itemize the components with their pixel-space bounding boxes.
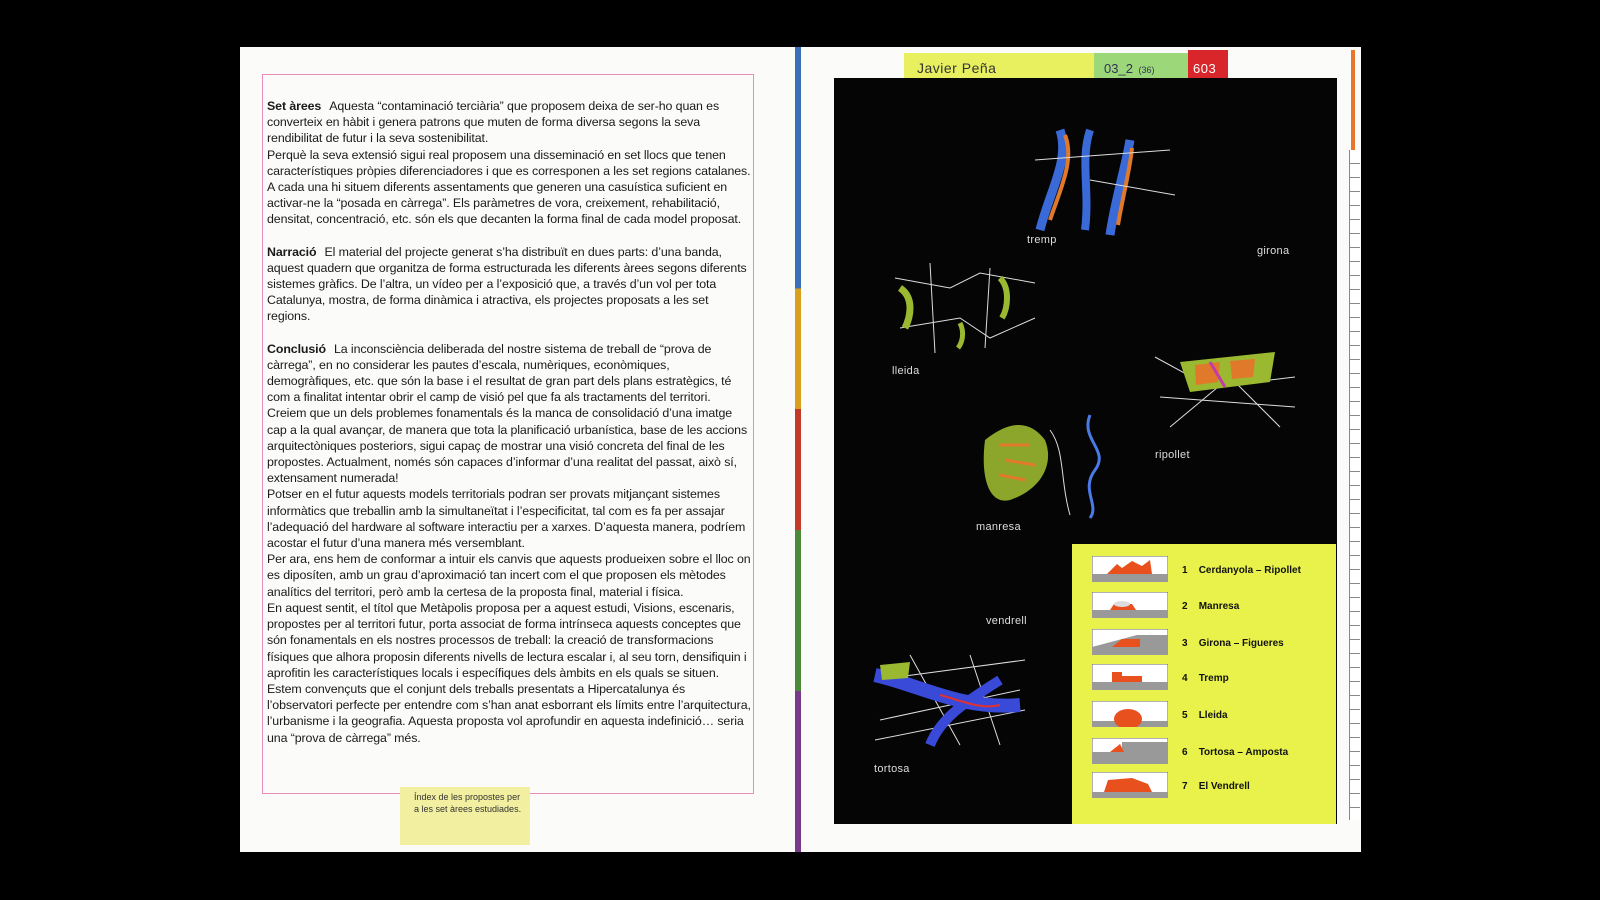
map-label-ripollet: ripollet (1155, 449, 1190, 461)
section-sub: (36) (1138, 65, 1155, 75)
legend-item (1092, 629, 1332, 657)
heading-conclusio: Conclusió (267, 341, 326, 356)
text-set-arees: Aquesta “contaminació terciària” que proposem deixa de ser-ho quan es converteix en hàbit i genera patrons que muten de forma diversa segons la seva rendibilitat de futur i la seva sostenibilitat. Perquè la seva extensió sigui real proposem una disseminació en set llocs que tenen característiques pròpies diferenciadores i que es corresponen a les set regions catalanes. A cada una hi situem diferents assentaments que generen una casuística suficient en activar-ne la “posada en càrrega”. Els paràmetres de vora, creixement, rehabilitació, densitat, concentració, etc. són els que decanten la forma final de cada model proposat. (267, 99, 751, 227)
heading-set-arees: Set àrees (267, 99, 322, 113)
paragraph-narracio (267, 244, 752, 325)
section-thumbnail-icon (1092, 701, 1168, 727)
legend-item (1092, 664, 1332, 692)
figure-caption: Índex de les propostes per a les set àrees estudiades. (400, 787, 530, 845)
legend-item (1092, 592, 1332, 620)
legend-label: 4 Tremp (1182, 673, 1229, 684)
section-thumbnail-icon (1092, 629, 1168, 655)
legend-item (1092, 772, 1332, 800)
legend-label: 2 Manresa (1182, 601, 1240, 612)
map-label-girona: girona (1257, 245, 1290, 257)
section-header (1094, 53, 1188, 78)
section-number: 03_2 (1104, 61, 1133, 76)
legend-item (1092, 556, 1332, 584)
text-conclusio: La inconsciència deliberada del nostre sistema de treball de “prova de càrrega”, en no considerar les pautes d’escala, numèriques, econòmiques, demogràfiques, etc. que són la base i el resultat de gran part dels plans estratègics, té com a finalitat intentar obrir el camp de visió pel que fa als tractaments del territori. Creiem que un dels problemes fonamentals és la manca de consolidació d’una imatge cap a la qual avançar, de manera que tota la planificació urbanística, base de les accions arquitectòniques posteriors, sigui capaç de mostrar una visió concreta del final de les propostes. Actualment, només són capaces d’informar d’una realitat del passat, això sí, extensament numerada! Potser en el futur aquests models territorials podran ser provats mitjançant sistemes informàtics que treballin amb la simultaneïtat i l’especificitat, tal com es fa per assajar l’adequació del hardware al software interactiu per a xarxes. D’aquesta manera, podríem acostar el futur d’una manera més versemblant. Per ara, ens hem de conformar a intuir els canvis que aquests produeixen sobre el lloc on es diposíten, amb un grau d’aproximació tan incert com el que proposen els mètodes analítics del territori, però amb la certesa de la proposta final, material i física. En aquest sentit, el títol que Metàpolis proposa per a aquest estudi, Visions, escenaris, propostes per al territori futur, porta associat de forma intrínseca aquests conceptes que són fonamentals en els nostres processos de treball: la creació de transformacions físiques que alhora proposin diferents nivells de lectura escalar i, al seu torn, densifiquin i aprofitin les característiques locals i específiques dels àmbits en els quals se situen. Estem convençuts que el conjunt dels treballs presentats a Hipercatalunya és l’observatori perfecte per entendre com s’han anat esborrant els límits entre l’arquitectura, l’urbanisme i la geografia. Aquesta proposta vol aprofundir en aquesta indefinició… seria una “prova de càrrega” més. (267, 341, 751, 745)
tremp-map (1030, 120, 1180, 240)
lleida-map (890, 258, 1040, 358)
tortosa-map (870, 650, 1030, 750)
legend-item (1092, 738, 1332, 766)
section-thumbnail-icon (1092, 772, 1168, 798)
manresa-map (970, 410, 1140, 520)
legend-panel (1072, 544, 1336, 824)
legend-item (1092, 701, 1332, 729)
map-label-manresa: manresa (976, 521, 1021, 533)
legend-label: 7 El Vendrell (1182, 781, 1250, 792)
map-label-lleida: lleida (892, 365, 920, 377)
legend-label: 3 Girona – Figueres (1182, 638, 1284, 649)
heading-narracio: Narració (267, 244, 317, 259)
legend-label: 6 Tortosa – Amposta (1182, 747, 1289, 758)
body-text (267, 98, 752, 762)
map-label-vendrell: vendrell (986, 615, 1027, 627)
section-thumbnail-icon (1092, 664, 1168, 690)
section-thumbnail-icon (1092, 592, 1168, 618)
map-label-tremp: tremp (1027, 234, 1057, 246)
section-thumbnail-icon (1092, 556, 1168, 582)
page-number: 603 (1188, 50, 1228, 78)
legend-label: 1 Cerdanyola – Ripollet (1182, 565, 1301, 576)
section-thumbnail-icon (1092, 738, 1168, 764)
map-label-tortosa: tortosa (874, 763, 910, 775)
ripollet-map (1150, 337, 1300, 437)
paragraph-conclusio (267, 341, 752, 746)
page-edge-tabs (1349, 150, 1360, 820)
legend-label: 5 Lleida (1182, 710, 1228, 721)
author-header: Javier Peña (904, 53, 1094, 78)
paragraph-set-arees (267, 98, 752, 228)
text-narracio: El material del projecte generat s’ha distribuït en dues parts: d’una banda, aquest quadern que organitza de forma estructurada les diferents àrees segons diferents sistemes gràfics. De l’altra, un vídeo per a l’exposició que, a través d’un vol per tota Catalunya, mostra, de forma dinàmica i atractiva, els projectes proposats a les set regions. (267, 244, 747, 324)
